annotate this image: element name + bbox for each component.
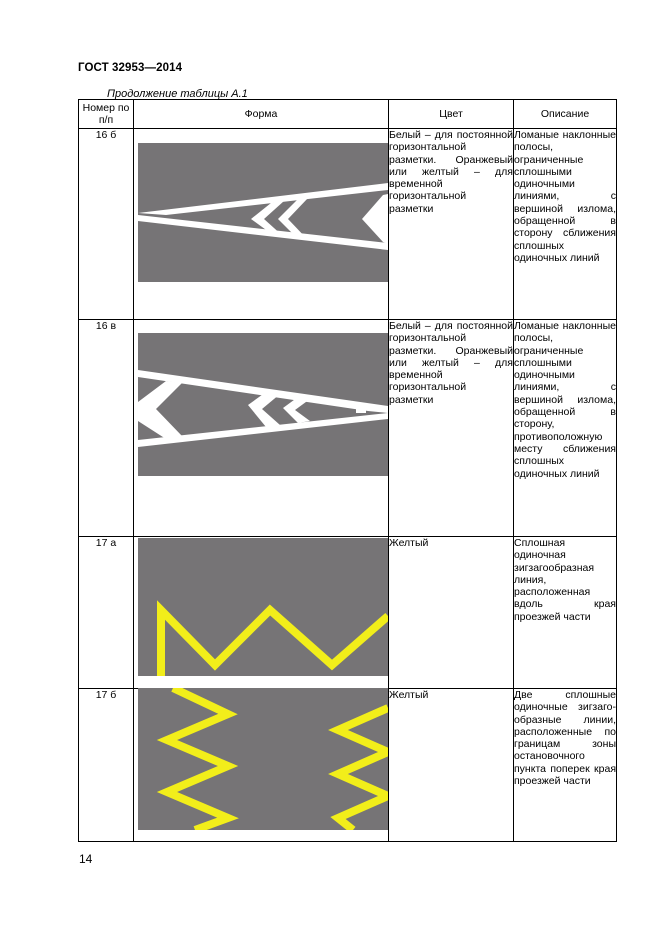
color-text: Желтый	[389, 689, 429, 701]
row-description	[514, 689, 617, 842]
header-color: Цвет	[389, 100, 514, 129]
road-surface	[138, 538, 388, 676]
row-description	[514, 537, 617, 689]
double-yellow-zigzag-lines-icon	[138, 688, 388, 830]
color-text: Белый – для постоянной горизонтальной разметки. Оранжевый или желтый – для временной горизонтальной разметки	[389, 320, 513, 406]
chevron-lines-opposite-direction-icon	[138, 333, 388, 476]
color-text: Белый – для постоянной горизонтальной разметки. Оранжевый или желтый – для временной горизонтальной разметки	[389, 129, 513, 215]
row-description	[514, 129, 617, 320]
row-number: 16 в	[79, 320, 134, 537]
row-number: 17 а	[79, 537, 134, 689]
shape-cell	[134, 129, 389, 320]
shape-cell	[134, 689, 389, 842]
row-number: 16 б	[79, 129, 134, 320]
row-color	[389, 320, 514, 537]
row-number: 17 б	[79, 689, 134, 842]
yellow-zigzag-line-icon	[138, 538, 388, 676]
table-row	[79, 689, 617, 842]
table-row	[79, 537, 617, 689]
table-row	[79, 129, 617, 320]
description-text: Ломаные наклонные полосы, ограниченные сплошными одиночными линиями, с вершиной излома, обращенной в сторону, противоположную месту сближения сплошных одиночных линий	[514, 320, 616, 480]
row-color	[389, 129, 514, 320]
marking-table	[78, 99, 617, 842]
header-number: Номер по п/п	[79, 100, 134, 129]
row-color	[389, 689, 514, 842]
header-shape: Форма	[134, 100, 389, 129]
header-description: Описание	[514, 100, 617, 129]
document-header: ГОСТ 32953—2014	[78, 62, 183, 74]
shape-cell	[134, 320, 389, 537]
table-caption: Продолжение таблицы А.1	[107, 88, 248, 100]
description-text: Сплошная одиночная зигзагообразная линия, расположенная вдоль края проезжей части	[514, 537, 616, 623]
row-color	[389, 537, 514, 689]
row-description	[514, 320, 617, 537]
description-text: Ломаные наклонные полосы, ограниченные сплошными одиночными линиями, с вершиной излома, обращенной в сторону сближения сплошных одиночных линий	[514, 129, 616, 264]
chevron-lines-narrowing-right-icon	[138, 143, 388, 282]
color-text: Желтый	[389, 537, 429, 549]
description-text: Две сплошные одиночные зигзаго-образные линии, расположенные по границам зоны остановочного пункта поперек края проезжей части	[514, 689, 616, 788]
table-row	[79, 320, 617, 537]
shape-cell	[134, 537, 389, 689]
page-number: 14	[79, 852, 93, 866]
table-header-row	[79, 100, 617, 129]
